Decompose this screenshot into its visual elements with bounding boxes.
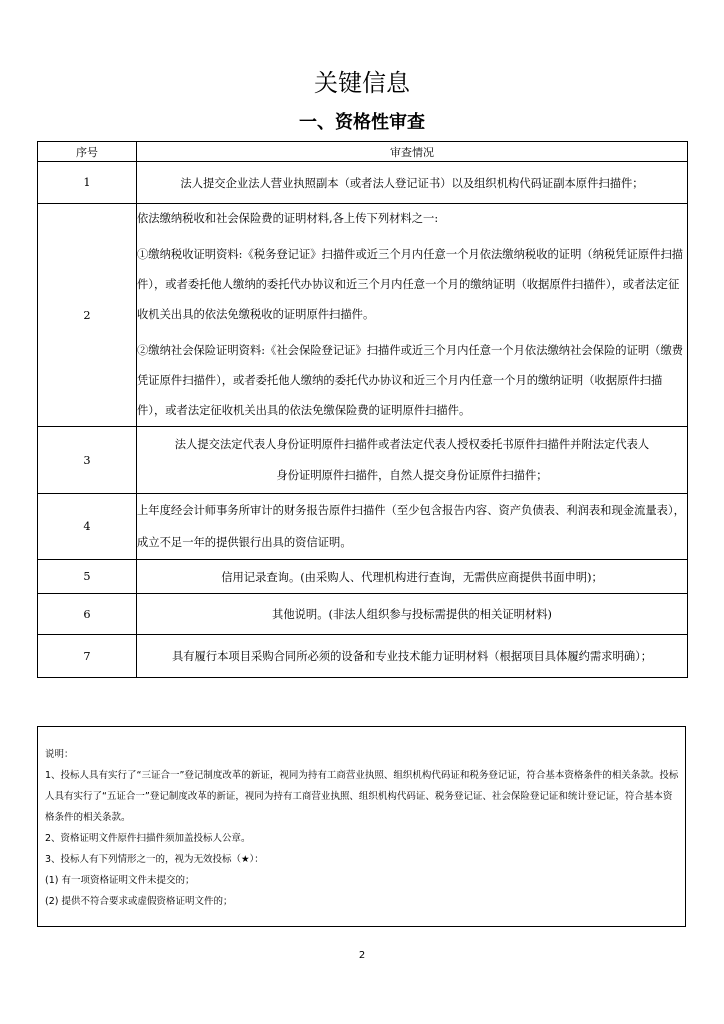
row-content: 上年度经会计师事务所审计的财务报告原件扫描件（至少包含报告内容、资产负债表、利润表和现金流量表），成立不足一年的提供银行出具的资信证明。 bbox=[137, 494, 688, 560]
row-content: 具有履行本项目采购合同所必须的设备和专业技术能力证明材料（根据项目具体履约需求明确）； bbox=[137, 635, 688, 678]
table-row bbox=[38, 494, 688, 560]
header-review: 审查情况 bbox=[137, 142, 688, 162]
note-item: 2、资格证明文件原件扫描件须加盖投标人公章。 bbox=[45, 833, 251, 844]
section-heading: 一、资格性审查 bbox=[299, 112, 425, 133]
row-number: 7 bbox=[38, 635, 137, 678]
row-number: 4 bbox=[38, 494, 137, 560]
table-row bbox=[38, 594, 688, 635]
row-content bbox=[137, 427, 688, 494]
social-insurance-paragraph: ②缴纳社会保险证明资料:《社会保险登记证》扫描件或近三个月内任意一个月依法缴纳社会保险的证明（缴费凭证原件扫描件），或者委托他人缴纳的委托代办协议和近三个月内任意一个月的缴纳证明（收据原件扫描件），或者法定征收机关出具的依法免缴保险费的证明原件扫描件。 bbox=[137, 344, 684, 417]
row-number: 2 bbox=[38, 204, 137, 427]
table-row bbox=[38, 635, 688, 678]
page-number: 2 bbox=[358, 950, 366, 961]
qualification-review-table bbox=[37, 141, 688, 678]
row-number: 1 bbox=[38, 162, 137, 204]
row-number: 6 bbox=[38, 594, 137, 635]
note-item: 1、投标人具有实行了“三证合一”登记制度改革的新证，视同为持有工商营业执照、组织机构代码证和税务登记证，符合基本资格条件的相关条款。投标人具有实行了“五证合一”登记制度改革的新证，视同为持有工商营业执照、组织机构代码证、税务登记证、社会保险登记证和统计登记证，符合基本资格条件的相关条款。 bbox=[45, 770, 679, 823]
tax-proof-paragraph: ①缴纳税收证明资料:《税务登记证》扫描件或近三个月内任意一个月依法缴纳税收的证明（纳税凭证原件扫描件），或者委托他人缴纳的委托代办协议和近三个月内任意一个月的缴纳证明（收据原件扫描件），或者法定征收机关出具的依法免缴税收的证明原件扫描件。 bbox=[137, 248, 684, 321]
notes-box bbox=[37, 726, 686, 927]
table-row bbox=[38, 204, 688, 427]
row-content: 其他说明。(非法人组织参与投标需提供的相关证明材料) bbox=[137, 594, 688, 635]
row-content bbox=[137, 204, 688, 427]
notes-heading: 说明： bbox=[45, 749, 74, 760]
table-row bbox=[38, 162, 688, 204]
note-subitem: (2) 提供不符合要求或虚假资格证明文件的； bbox=[45, 896, 233, 907]
table-row bbox=[38, 427, 688, 494]
row-line: 身份证明原件扫描件，自然人提交身份证原件扫描件； bbox=[276, 469, 548, 482]
table-row bbox=[38, 560, 688, 594]
row-number: 5 bbox=[38, 560, 137, 594]
page-title: 关键信息 bbox=[314, 69, 410, 97]
row-line: 法人提交法定代表人身份证明原件扫描件或者法定代表人授权委托书原件扫描件并附法定代表人 bbox=[174, 437, 650, 451]
row-content: 法人提交企业法人营业执照副本（或者法人登记证书）以及组织机构代码证副本原件扫描件； bbox=[137, 162, 688, 204]
note-subitem: (1) 有一项资格证明文件未提交的； bbox=[45, 875, 195, 886]
row-content: 信用记录查询。(由采购人、代理机构进行查询，无需供应商提供书面申明)； bbox=[137, 560, 688, 594]
row-number: 3 bbox=[38, 427, 137, 494]
row-intro: 依法缴纳税收和社会保险费的证明材料,各上传下列材料之一: bbox=[137, 212, 439, 225]
table-header-row bbox=[38, 142, 688, 162]
note-item: 3、投标人有下列情形之一的，视为无效投标（★）： bbox=[45, 854, 264, 865]
header-no: 序号 bbox=[38, 142, 137, 162]
